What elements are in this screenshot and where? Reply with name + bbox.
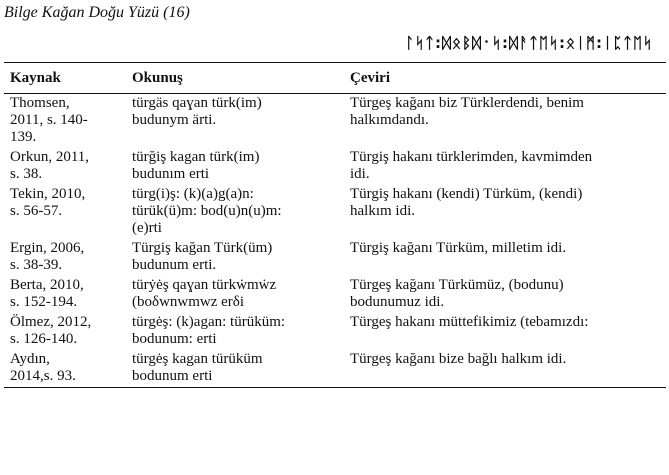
cell-translation-line: Türgeş hakanı müttefikimiz (tebamızdı:	[350, 314, 589, 330]
cell-source-line: s. 38-39.	[10, 257, 63, 273]
runic-inscription-line: ᛚᛋᛏ:ᛞᛟᛒᛞ᛫ᛋ:ᛞᚨᛏᛖᛋ:ᛟᛁᛗ:ᛁᛈᛏᛖᛋ	[405, 34, 653, 52]
cell-reading	[126, 239, 342, 276]
cell-translation	[342, 276, 666, 313]
cell-source-line: Tekin, 2010,	[10, 186, 86, 202]
cell-reading	[126, 185, 342, 239]
cell-source-line: 139.	[10, 129, 37, 145]
cell-reading	[126, 276, 342, 313]
table-body	[4, 94, 666, 388]
cell-reading-line: türgäs qaɣan türk(im)	[132, 95, 262, 111]
cell-source-line: 2014,s. 93.	[10, 368, 76, 384]
cell-reading	[126, 148, 342, 185]
cell-translation-line: Türgiş hakanı türklerimden, kavmimden	[350, 149, 593, 165]
cell-reading-line: türğiş kagan türk(im)	[132, 149, 260, 165]
cell-source	[4, 185, 126, 239]
cell-reading-line: bodunum erti	[132, 368, 213, 384]
header-translation: Çeviri	[342, 63, 666, 94]
cell-translation	[342, 313, 666, 350]
cell-translation-line: Türgeş kağanı Türkümüz, (bodunu)	[350, 277, 564, 293]
cell-source	[4, 94, 126, 149]
cell-source	[4, 313, 126, 350]
cell-source-line: Ölmez, 2012,	[10, 314, 92, 330]
cell-reading-line: (boδwnwmwz erδi	[132, 294, 245, 310]
cell-translation	[342, 185, 666, 239]
cell-translation	[342, 94, 666, 149]
cell-source	[4, 276, 126, 313]
cell-source	[4, 350, 126, 388]
cell-translation-line: idi.	[350, 166, 370, 182]
cell-translation-line: Türgeş kağanı bize bağlı halkım idi.	[350, 351, 567, 367]
cell-source-line: Thomsen,	[10, 95, 70, 111]
cell-reading-line: budunym ärti.	[132, 112, 217, 128]
table-row	[4, 94, 666, 149]
cell-source-line: Ergin, 2006,	[10, 240, 85, 256]
table-header	[4, 63, 666, 94]
cell-reading-line: (e)rti	[132, 220, 162, 236]
cell-source	[4, 148, 126, 185]
cell-reading-line: budunım erti	[132, 166, 210, 182]
cell-source-line: s. 38.	[10, 166, 43, 182]
cell-translation	[342, 148, 666, 185]
cell-source-line: s. 56-57.	[10, 203, 63, 219]
table-row	[4, 148, 666, 185]
cell-reading-line: türẏėş qaɣan türkẇmẇz	[132, 277, 277, 293]
cell-reading-line: türgėş: (k)agan: türüküm:	[132, 314, 286, 330]
cell-translation-line: halkım idi.	[350, 203, 415, 219]
cell-reading-line: türgėş kagan türüküm	[132, 351, 263, 367]
cell-reading	[126, 94, 342, 149]
cell-reading	[126, 313, 342, 350]
cell-reading-line: Türgiş kağan Türk(üm)	[132, 240, 273, 256]
cell-translation-line: bodunumuz idi.	[350, 294, 445, 310]
table-row	[4, 350, 666, 388]
comparison-table	[4, 62, 666, 388]
cell-reading-line: türg(i)ş: (k)(a)g(a)n:	[132, 186, 254, 202]
cell-source-line: Berta, 2010,	[10, 277, 84, 293]
cell-source-line: s. 126-140.	[10, 331, 78, 347]
cell-reading-line: türük(ü)m: bod(u)n(u)m:	[132, 203, 282, 219]
header-source: Kaynak	[4, 63, 126, 94]
cell-translation-line: Türgiş hakanı (kendi) Türküm, (kendi)	[350, 186, 583, 202]
cell-reading-line: bodunum: erti	[132, 331, 217, 347]
document-title: Bilge Kağan Doğu Yüzü (16)	[4, 4, 190, 21]
table-row	[4, 313, 666, 350]
cell-reading	[126, 350, 342, 388]
table-header-row	[4, 63, 666, 94]
table-row	[4, 185, 666, 239]
cell-source-line: s. 152-194.	[10, 294, 78, 310]
comparison-table-container	[4, 62, 666, 388]
header-reading: Okunuş	[126, 63, 342, 94]
cell-translation	[342, 239, 666, 276]
cell-translation	[342, 350, 666, 388]
cell-source	[4, 239, 126, 276]
cell-translation-line: halkımdandı.	[350, 112, 429, 128]
cell-source-line: Orkun, 2011,	[10, 149, 90, 165]
table-row	[4, 239, 666, 276]
cell-reading-line: budunum erti.	[132, 257, 217, 273]
cell-source-line: Aydın,	[10, 351, 50, 367]
cell-source-line: 2011, s. 140-	[10, 112, 88, 128]
cell-translation-line: Türgiş kağanı Türküm, milletim idi.	[350, 240, 567, 256]
cell-translation-line: Türgeş kağanı biz Türklerdendi, benim	[350, 95, 584, 111]
table-row	[4, 276, 666, 313]
